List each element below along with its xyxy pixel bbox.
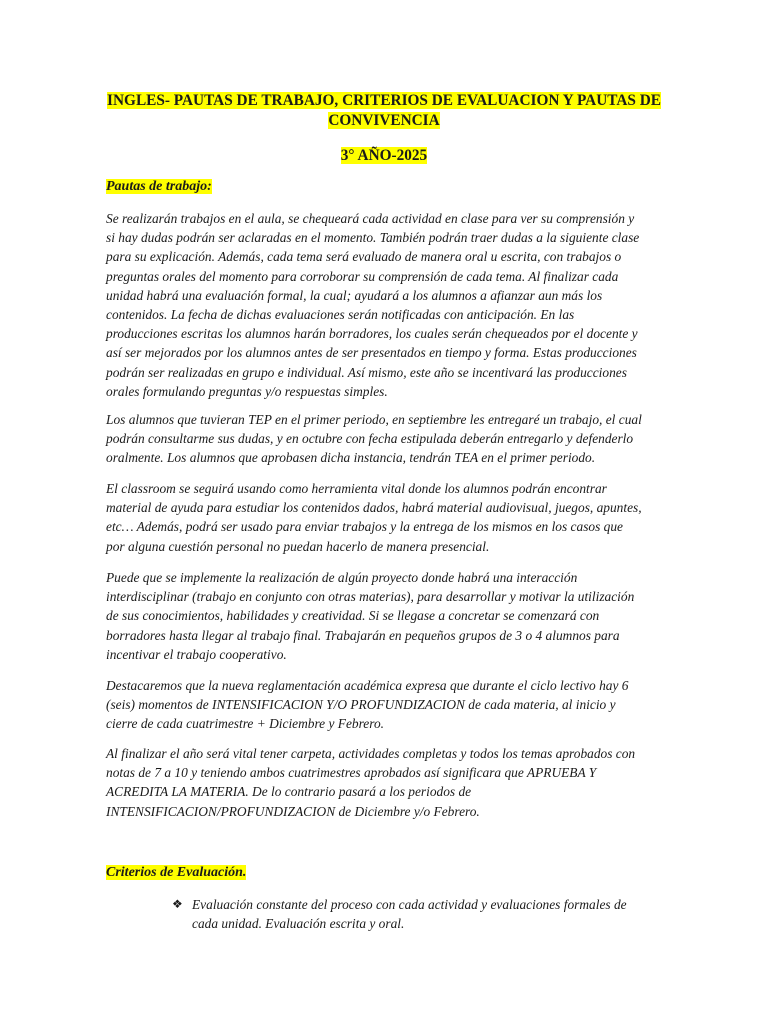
title-line-2: CONVIVENCIA <box>328 112 440 129</box>
paragraph-line: cierre de cada cuatrimestre + Diciembre y Febrero. <box>106 716 384 732</box>
paragraph-line: borradores hasta llegar al trabajo final. Trabajarán en pequeños grupos de 3 o 4 alumnos para <box>106 627 620 643</box>
paragraph-line: preguntas orales del momento para corroborar su comprensión de cada tema. Al finalizar cada <box>106 268 619 284</box>
section-heading-criterios-text: Criterios de Evaluación. <box>106 865 247 880</box>
paragraph <box>106 568 660 664</box>
year-label: 3° AÑO-2025 <box>340 147 428 164</box>
criteria-line: cada unidad. Evaluación escrita y oral. <box>192 916 405 932</box>
paragraph-line: Al finalizar el año será vital tener carpeta, actividades completas y todos los temas aprobados con <box>106 746 636 761</box>
section-heading-pautas <box>106 177 212 197</box>
paragraph-line: ACREDITA LA MATERIA. De lo contrario pasará a los periodos de <box>106 784 472 800</box>
paragraph-line: orales formulando preguntas y/o respuestas simples. <box>106 383 388 399</box>
section-heading-pautas-text: Pautas de trabajo: <box>106 179 212 194</box>
document-year <box>60 146 708 166</box>
paragraph-line: así ser mejorados por los alumnos antes de ser presentados en tiempo y forma. Estas producciones <box>106 345 637 361</box>
paragraph-line: material de ayuda para estudiar los contenidos dados, habrá material audiovisual, juegos, apuntes, <box>106 500 642 516</box>
paragraph-line: para su explicación. Además, cada tema será evaluado de manera oral u escrita, con trabajos o <box>106 249 622 265</box>
paragraph-line: Los alumnos que tuvieran TEP en el primer periodo, en septiembre les entregaré un trabajo, el cual <box>106 412 642 427</box>
paragraph-line: producciones escritas los alumnos harán borradores, los cuales serán chequeados por el docente y <box>106 326 638 342</box>
title-line-1: INGLES- PAUTAS DE TRABAJO, CRITERIOS DE EVALUACION Y PAUTAS DE <box>107 92 661 109</box>
paragraph-line: si hay dudas podrán ser aclaradas en el momento. También podrán traer dudas a la siguiente clase <box>106 230 640 246</box>
criteria-list-item <box>172 895 642 933</box>
paragraph-line: incentivar el trabajo cooperativo. <box>106 646 287 662</box>
paragraph-line: El classroom se seguirá usando como herramienta vital donde los alumnos podrán encontrar <box>106 481 607 496</box>
paragraph-line: podrán consultarme sus dudas, y en octubre con fecha estipulada deberán entregarlo y defenderlo <box>106 431 634 447</box>
paragraph-line: etc… Además, podrá ser usado para enviar trabajos y la entrega de los mismos en los casos que <box>106 519 623 535</box>
paragraph-line: (seis) momentos de INTENSIFICACION Y/O PROFUNDIZACION de cada materia, al inicio y <box>106 697 616 713</box>
paragraph-line: oralmente. Los alumnos que aprobasen dicha instancia, tendrán TEA en el primer periodo. <box>106 450 596 466</box>
diamond-bullet-icon: ❖ <box>172 897 183 911</box>
paragraph-line: interdisciplinar (trabajo en conjunto con otras materias), para desarrollar y motivar la utilización <box>106 589 635 605</box>
paragraph <box>106 479 660 556</box>
paragraph <box>106 410 660 468</box>
section-heading-criterios <box>106 863 246 883</box>
paragraph <box>106 676 660 734</box>
paragraph-line: notas de 7 a 10 y teniendo ambos cuatrimestres aprobados así significara que APRUEBA Y <box>106 765 597 781</box>
paragraph-line: unidad habrá una evaluación formal, la cual; ayudará a los alumnos a afianzar aun más los <box>106 287 603 303</box>
paragraph <box>106 209 660 401</box>
paragraph-line: INTENSIFICACION/PROFUNDIZACION de Diciembre y/o Febrero. <box>106 803 480 819</box>
paragraph-line: Destacaremos que la nueva reglamentación académica expresa que durante el ciclo lectivo hay 6 <box>106 678 629 693</box>
criteria-line: Evaluación constante del proceso con cada actividad y evaluaciones formales de <box>192 897 627 912</box>
paragraph <box>106 744 660 821</box>
paragraph-line: por alguna cuestión personal no puedan hacerlo de manera presencial. <box>106 538 490 554</box>
paragraph-line: podrán ser realizadas en grupo e individual. Así mismo, este año se incentivará las producciones <box>106 364 627 380</box>
paragraph-line: Se realizarán trabajos en el aula, se chequeará cada actividad en clase para ver su comprensión y <box>106 211 635 226</box>
document-title <box>60 91 708 131</box>
paragraph-line: contenidos. La fecha de dichas evaluaciones serán notificadas con anticipación. En las <box>106 307 575 323</box>
paragraph-line: de sus conocimientos, habilidades y creatividad. Si se llegase a concretar se comenzará con <box>106 608 600 624</box>
paragraph-line: Puede que se implemente la realización de algún proyecto donde habrá una interacción <box>106 570 578 585</box>
criteria-list <box>172 895 642 933</box>
